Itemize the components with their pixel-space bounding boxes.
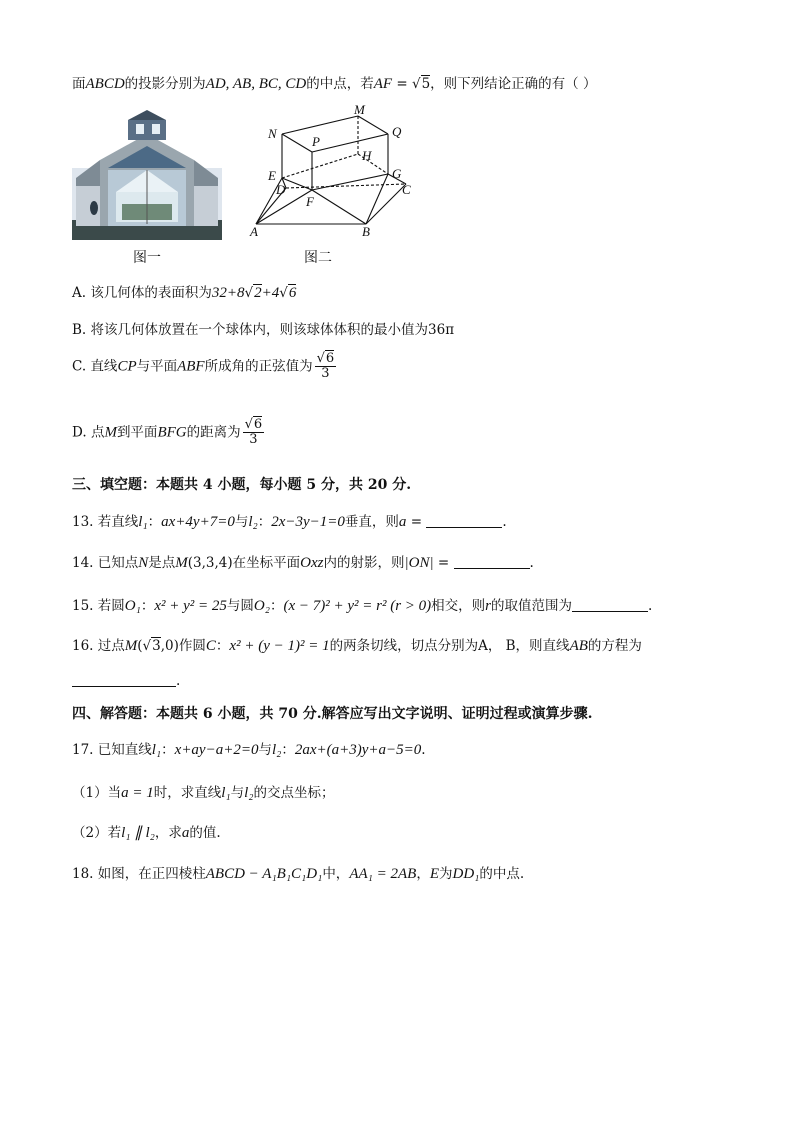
intro-text: 的投影分别为 bbox=[124, 76, 206, 92]
option-c-num: 6 bbox=[325, 351, 335, 366]
q16-coords: ,0) bbox=[160, 638, 179, 654]
q17-text: ： bbox=[161, 742, 175, 758]
q17-number: 17. bbox=[72, 742, 98, 758]
option-a-sqrt6: 6 bbox=[288, 285, 297, 301]
q15-text: 与圆 bbox=[226, 598, 254, 614]
q17-eq2: 2ax+(a+3)y+a−5=0 bbox=[294, 742, 422, 758]
q13-a: a bbox=[398, 514, 407, 530]
q15-text: 若圆 bbox=[97, 598, 125, 614]
q14-m: M bbox=[175, 555, 188, 571]
q14-text: 内的射影，则 bbox=[323, 555, 405, 571]
q17-1-label: （1）当 bbox=[72, 785, 122, 801]
option-b-prefix: B. bbox=[72, 322, 91, 338]
q14-number: 14. bbox=[72, 555, 98, 571]
label-d: D bbox=[276, 182, 286, 197]
question-15 bbox=[72, 594, 652, 615]
q14-end: . bbox=[529, 555, 534, 571]
q15-end: . bbox=[648, 598, 653, 614]
q15-eq1: x² + y² = 25 bbox=[154, 598, 227, 614]
intro-points: AD, AB, BC, CD bbox=[205, 76, 307, 92]
intro-abcd: ABCD bbox=[85, 76, 125, 92]
option-c-prefix: C. bbox=[72, 358, 91, 375]
q16-c: C bbox=[205, 638, 216, 654]
q16-text: 作圆 bbox=[178, 638, 206, 654]
q17-2-a: a bbox=[181, 825, 190, 841]
q17-2-text: 的值. bbox=[189, 825, 221, 841]
q17-1-text: 的交点坐标； bbox=[253, 785, 335, 801]
q16-answer-blank[interactable] bbox=[72, 672, 176, 687]
option-d-prefix: D. bbox=[72, 424, 91, 441]
q18-text: ， bbox=[416, 866, 430, 882]
question-16: 16. 过点M(√3,0)作圆C：x² + (y − 1)² = 1的两条切线，切点分别为A， B，则直线AB的方程为 bbox=[72, 638, 642, 654]
option-c-den: 3 bbox=[321, 366, 330, 382]
figure-1-caption: 图一 bbox=[133, 250, 161, 266]
q16-text: 的方程为 bbox=[587, 638, 642, 654]
option-c-text: 与平面 bbox=[136, 358, 178, 375]
label-h: H bbox=[362, 148, 372, 163]
option-b bbox=[72, 318, 454, 338]
label-p: P bbox=[312, 134, 320, 149]
q17-2-label: （2）若 bbox=[72, 825, 122, 841]
q14-answer-blank[interactable] bbox=[454, 554, 530, 569]
q18-text: 如图，在正四棱柱 bbox=[97, 866, 206, 882]
q16-sqrt3: 3 bbox=[152, 638, 161, 654]
q15-text: ： bbox=[269, 598, 284, 614]
q13-end: . bbox=[502, 514, 507, 530]
option-c bbox=[72, 352, 336, 382]
q14-text: 是点 bbox=[148, 555, 176, 571]
option-d-text: 点 bbox=[90, 424, 105, 441]
option-d-text: 到平面 bbox=[116, 424, 158, 441]
option-d bbox=[72, 418, 264, 448]
q13-eq2: 2x−3y−1=0 bbox=[271, 514, 345, 530]
q14-n: N bbox=[138, 555, 149, 571]
intro-line: 面ABCD的投影分别为AD, AB, BC, CD的中点，若AF = √5，则下列结论正确的有（ ） bbox=[72, 76, 597, 92]
q16-end: . bbox=[176, 673, 181, 689]
option-b-value: 36π bbox=[428, 322, 455, 338]
q13-number: 13. bbox=[72, 514, 98, 530]
option-d-den: 3 bbox=[249, 432, 258, 448]
label-f: F bbox=[306, 194, 314, 209]
label-e: E bbox=[268, 168, 276, 183]
question-18 bbox=[72, 862, 524, 883]
question-17-part-2 bbox=[72, 821, 221, 842]
geometry-figure bbox=[246, 104, 426, 240]
q18-dd1: DD₁ bbox=[452, 866, 480, 882]
q13-eq: = bbox=[406, 514, 427, 530]
q17-1-l1: l₁ bbox=[221, 785, 231, 801]
q13-text: 与 bbox=[234, 514, 249, 530]
q15-text: 相交，则 bbox=[431, 598, 486, 614]
q14-eq: = bbox=[433, 555, 454, 571]
option-c-fraction: $\frac{√6}{3}$ bbox=[316, 351, 335, 382]
label-b: B bbox=[362, 224, 370, 239]
q15-answer-blank[interactable] bbox=[572, 597, 648, 612]
q18-text: 的中点. bbox=[479, 866, 525, 882]
q17-l2: l₂ bbox=[271, 742, 282, 758]
question-17-part-1 bbox=[72, 781, 335, 802]
intro-text: 的中点，若 bbox=[306, 76, 374, 92]
q14-text: 已知点 bbox=[97, 555, 139, 571]
label-g: G bbox=[392, 166, 402, 181]
q17-end: . bbox=[421, 742, 426, 758]
label-c: C bbox=[402, 182, 411, 197]
q18-text: 中， bbox=[322, 866, 350, 882]
q17-2-cond: l₁ ∥ l₂ bbox=[121, 825, 155, 841]
q14-text: 在坐标平面 bbox=[232, 555, 301, 571]
q14-coords: (3,3,4) bbox=[187, 555, 233, 571]
q15-text: ： bbox=[140, 598, 155, 614]
q13-l2: l₂ bbox=[248, 514, 258, 530]
section-3-title: 三、填空题：本题共 4 小题，每小题 5 分，共 20 分. bbox=[72, 477, 412, 493]
option-a-expr: +4 bbox=[261, 285, 280, 301]
question-13 bbox=[72, 510, 507, 531]
q18-e: E bbox=[429, 866, 439, 882]
option-c-text: 直线 bbox=[90, 358, 118, 375]
q16-m: M bbox=[124, 638, 138, 654]
option-d-bfg: BFG bbox=[157, 424, 187, 441]
q14-vector-on: |ON| bbox=[404, 555, 434, 571]
q18-text: 为 bbox=[438, 866, 453, 882]
question-14 bbox=[72, 551, 534, 572]
q18-prism: ABCD − A₁B₁C₁D₁ bbox=[205, 866, 323, 882]
option-a-sqrt2: 2 bbox=[254, 285, 262, 301]
q15-o2: O₂ bbox=[253, 598, 270, 614]
option-b-text: 将该几何体放置在一个球体内，则该球体体积的最小值为 bbox=[90, 322, 429, 338]
q16-eq: x² + (y − 1)² = 1 bbox=[229, 638, 330, 654]
option-a-expr: 32+8 bbox=[211, 285, 245, 301]
q15-number: 15. bbox=[72, 598, 98, 614]
q15-r: r bbox=[485, 598, 491, 614]
intro-text: 面 bbox=[72, 76, 86, 92]
section-4-title: 四、解答题：本题共 6 小题，共 70 分.解答应写出文字说明、证明过程或演算步骤. bbox=[72, 706, 593, 722]
q13-text: ： bbox=[257, 514, 272, 530]
q13-text: ： bbox=[147, 514, 162, 530]
option-c-abf: ABF bbox=[177, 358, 205, 375]
q16-text: 过点 bbox=[97, 638, 125, 654]
q18-cond: AA₁ = 2AB bbox=[349, 866, 417, 882]
q17-1-text: 与 bbox=[230, 785, 245, 801]
q15-eq2: (x − 7)² + y² = r² (r > 0) bbox=[283, 598, 432, 614]
q16-text: ： bbox=[215, 638, 230, 654]
option-d-m: M bbox=[104, 424, 117, 441]
q17-eq1: x+ay−a+2=0 bbox=[174, 742, 259, 758]
intro-text: ，则下列结论正确的有（ ） bbox=[430, 76, 597, 92]
q16-answer-line bbox=[72, 672, 180, 689]
building-photo bbox=[72, 108, 222, 240]
q16-text: 的两条切线，切点分别为A， B，则直线 bbox=[329, 638, 570, 654]
q17-text: 与 bbox=[258, 742, 272, 758]
q17-text: 已知直线 bbox=[97, 742, 152, 758]
option-d-text: 的距离为 bbox=[186, 424, 241, 441]
q17-2-text: ，求 bbox=[154, 825, 182, 841]
q17-l1: l₁ bbox=[151, 742, 162, 758]
intro-eq: = bbox=[396, 76, 408, 92]
label-n: N bbox=[268, 126, 277, 141]
option-d-fraction: $\frac{√6}{3}$ bbox=[244, 417, 263, 448]
figure-2-caption: 图二 bbox=[304, 250, 332, 266]
question-17 bbox=[72, 738, 426, 759]
q16-ab: AB bbox=[569, 638, 588, 654]
q17-1-text: 时，求直线 bbox=[153, 785, 222, 801]
label-m: M bbox=[354, 104, 365, 117]
option-a-prefix: A. bbox=[72, 285, 91, 301]
option-c-cp: CP bbox=[117, 358, 137, 375]
label-a: A bbox=[250, 224, 258, 239]
q15-o1: O₁ bbox=[124, 598, 141, 614]
q13-l1: l₁ bbox=[138, 514, 148, 530]
q18-number: 18. bbox=[72, 866, 98, 882]
intro-af: AF bbox=[373, 76, 393, 92]
label-q: Q bbox=[392, 124, 402, 139]
q16-coords: ( bbox=[137, 638, 143, 654]
q14-oxz: Oxz bbox=[300, 555, 324, 571]
q13-text: 若直线 bbox=[97, 514, 139, 530]
option-c-text: 所成角的正弦值为 bbox=[204, 358, 313, 375]
q17-1-l2: l₂ bbox=[244, 785, 254, 801]
option-a: A. 该几何体的表面积为32+8√2+4√6 bbox=[72, 285, 297, 301]
q13-eq1: ax+4y+7=0 bbox=[161, 514, 235, 530]
q13-text: 垂直，则 bbox=[344, 514, 399, 530]
option-d-num: 6 bbox=[253, 417, 263, 432]
q13-answer-blank[interactable] bbox=[426, 513, 502, 528]
q17-text: ： bbox=[281, 742, 295, 758]
q17-1-cond: a = 1 bbox=[121, 785, 154, 801]
q15-text: 的取值范围为 bbox=[491, 598, 572, 614]
option-a-text: 该几何体的表面积为 bbox=[90, 285, 212, 301]
q16-number: 16. bbox=[72, 638, 98, 654]
intro-sqrt5: 5 bbox=[421, 76, 431, 92]
